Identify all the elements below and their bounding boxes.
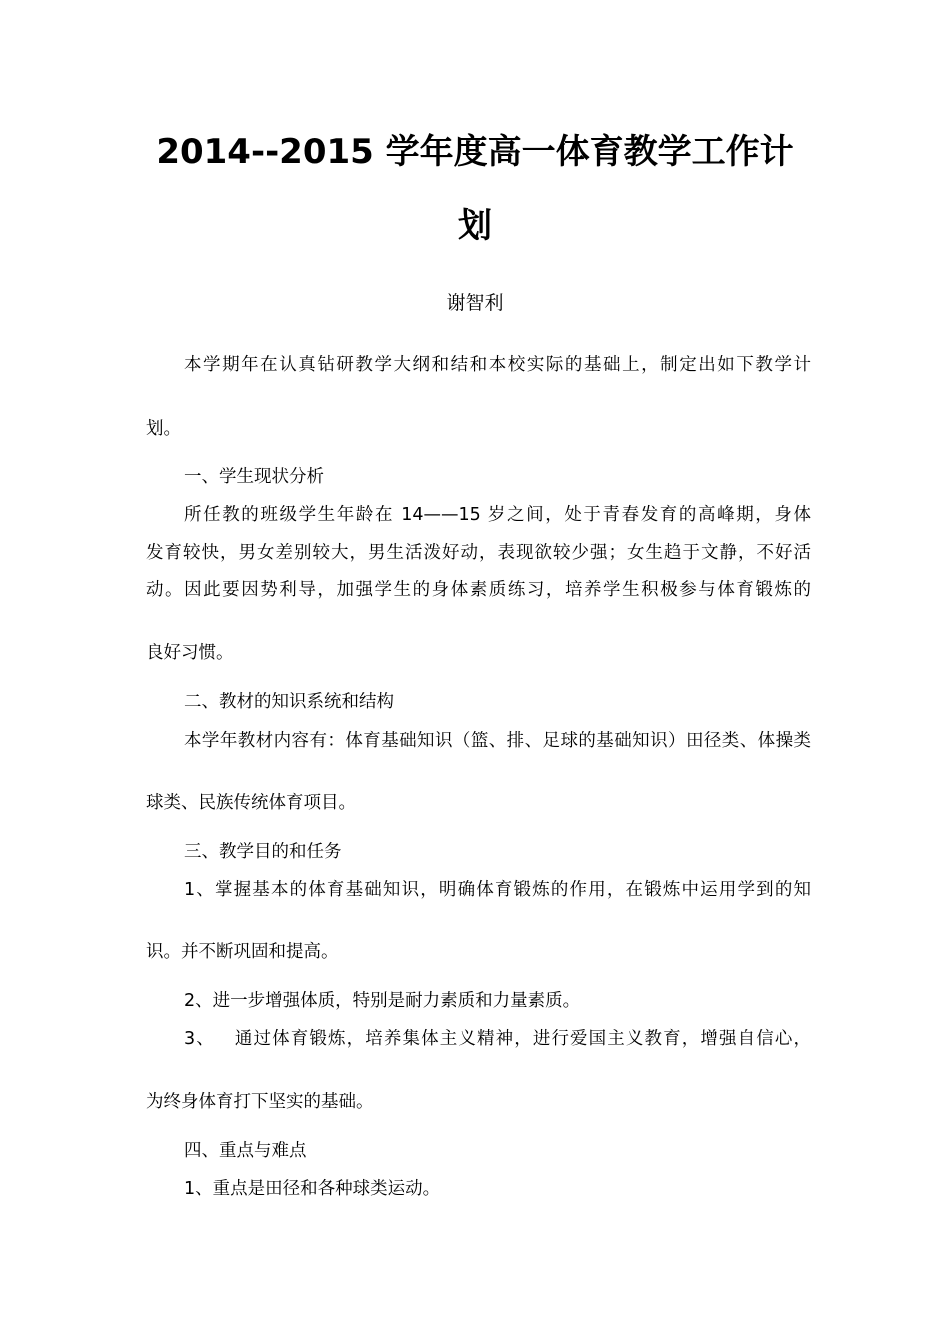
section-1-line-3: 动。因此要因势利导，加强学生的身体素质练习，培养学生积极参与体育锻炼的 [146, 580, 811, 600]
intro-paragraph-line-2: 划。 [146, 419, 181, 439]
section-1-line-1: 所任教的班级学生年龄在 14——15 岁之间，处于青春发育的高峰期，身体 [184, 505, 811, 525]
section-4-item-1: 1、重点是田径和各种球类运动。 [184, 1179, 441, 1199]
section-2-line-2: 球类、民族传统体育项目。 [146, 793, 356, 813]
section-2-line-1: 本学年教材内容有：体育基础知识（篮、排、足球的基础知识）田径类、体操类 [184, 731, 811, 751]
section-3-item-1-line-1: 1、掌握基本的体育基础知识，明确体育锻炼的作用，在锻炼中运用学到的知 [184, 880, 811, 900]
intro-paragraph-line-1: 本学期年在认真钻研教学大纲和结和本校实际的基础上，制定出如下教学计 [184, 355, 811, 375]
section-1-line-4: 良好习惯。 [146, 643, 234, 663]
section-3-item-3-line-2: 为终身体育打下坚实的基础。 [146, 1092, 374, 1112]
section-3-item-2: 2、进一步增强体质，特别是耐力素质和力量素质。 [184, 991, 581, 1011]
section-3-item-1-line-2: 识。并不断巩固和提高。 [146, 942, 339, 962]
section-1-line-2: 发育较快，男女差别较大，男生活泼好动，表现欲较少强；女生趋于文静，不好活 [146, 543, 811, 563]
section-3-item-3-line-1: 3、 通过体育锻炼，培养集体主义精神，进行爱国主义教育，增强自信心， [184, 1029, 811, 1049]
document-title-line-2: 划 [458, 206, 492, 246]
document-title-line-1: 2014--2015 学年度高一体育教学工作计 [156, 132, 794, 172]
section-3-heading: 三、教学目的和任务 [184, 842, 342, 862]
author-name: 谢智利 [446, 292, 504, 314]
section-1-heading: 一、学生现状分析 [184, 467, 324, 487]
section-2-heading: 二、教材的知识系统和结构 [184, 692, 394, 712]
section-4-heading: 四、重点与难点 [184, 1141, 307, 1161]
